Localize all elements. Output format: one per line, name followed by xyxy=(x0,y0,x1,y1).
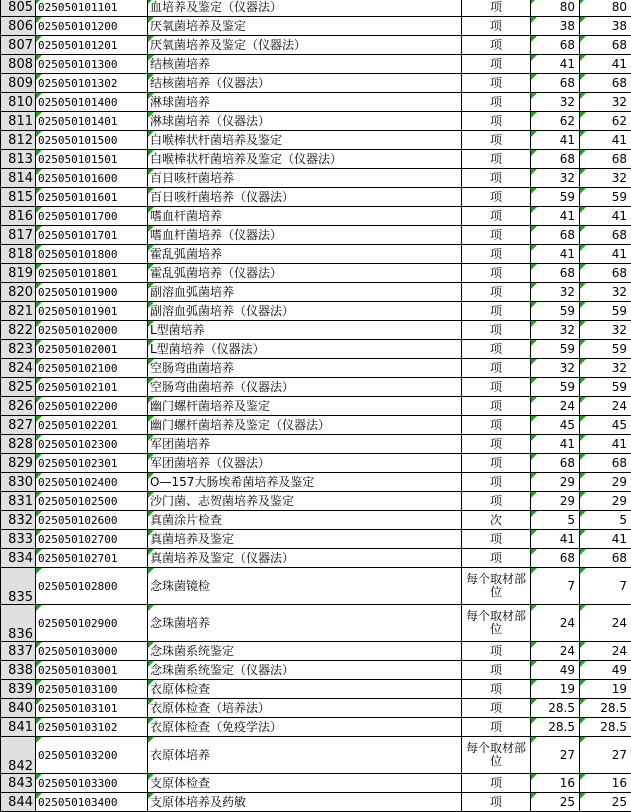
price-2[interactable]: 59 xyxy=(580,378,631,397)
table-row xyxy=(1,793,631,812)
row-number[interactable]: 830 xyxy=(1,473,36,492)
row-number[interactable]: 814 xyxy=(1,169,36,188)
table-row xyxy=(1,530,631,549)
table-row xyxy=(1,340,631,359)
price-1[interactable]: 62 xyxy=(531,112,580,131)
item-code[interactable]: 025050101300 xyxy=(36,55,148,74)
item-name[interactable]: 衣原体检查（培养法） xyxy=(148,699,462,718)
item-unit[interactable]: 项 xyxy=(462,549,531,568)
price-1[interactable]: 41 xyxy=(531,530,580,549)
item-name[interactable]: 念珠菌系统鉴定 xyxy=(148,642,462,661)
item-unit[interactable]: 项 xyxy=(462,321,531,340)
item-name[interactable]: 副溶血弧菌培养 xyxy=(148,283,462,302)
table-row xyxy=(1,74,631,93)
row-number[interactable]: 807 xyxy=(1,36,36,55)
item-code[interactable]: 025050103300 xyxy=(36,774,148,793)
item-name[interactable]: 百日咳杆菌培养（仪器法） xyxy=(148,188,462,207)
item-code[interactable]: 025050102301 xyxy=(36,454,148,473)
price-2[interactable]: 25 xyxy=(580,793,631,812)
item-code[interactable]: 025050101601 xyxy=(36,188,148,207)
row-number[interactable]: 809 xyxy=(1,74,36,93)
item-code[interactable]: 025050101200 xyxy=(36,17,148,36)
price-1[interactable]: 24 xyxy=(531,605,580,642)
item-code[interactable]: 025050102800 xyxy=(36,568,148,605)
row-number[interactable]: 806 xyxy=(1,17,36,36)
item-code[interactable]: 025050102600 xyxy=(36,511,148,530)
item-unit[interactable]: 项 xyxy=(462,0,531,17)
item-unit[interactable]: 项 xyxy=(462,55,531,74)
item-unit[interactable]: 项 xyxy=(462,378,531,397)
price-1[interactable]: 32 xyxy=(531,169,580,188)
price-2[interactable]: 41 xyxy=(580,530,631,549)
item-name[interactable]: 百日咳杆菌培养 xyxy=(148,169,462,188)
item-code[interactable]: 025050102400 xyxy=(36,473,148,492)
row-number[interactable]: 839 xyxy=(1,680,36,699)
table-row xyxy=(1,454,631,473)
price-2[interactable]: 49 xyxy=(580,661,631,680)
table-row xyxy=(1,511,631,530)
price-2[interactable]: 41 xyxy=(580,131,631,150)
table-row xyxy=(1,17,631,36)
row-number[interactable]: 820 xyxy=(1,283,36,302)
price-1[interactable]: 32 xyxy=(531,321,580,340)
item-name[interactable]: 霍乱弧菌培养（仪器法） xyxy=(148,264,462,283)
item-unit[interactable]: 项 xyxy=(462,245,531,264)
item-code[interactable]: 025050103000 xyxy=(36,642,148,661)
row-number[interactable]: 835 xyxy=(1,568,36,605)
item-code[interactable]: 025050103200 xyxy=(36,737,148,774)
item-unit[interactable]: 每个取材部位 xyxy=(462,568,531,605)
item-name[interactable]: 厌氧菌培养及鉴定 xyxy=(148,17,462,36)
item-code[interactable]: 025050101700 xyxy=(36,207,148,226)
price-2[interactable]: 68 xyxy=(580,454,631,473)
item-code[interactable]: 025050103100 xyxy=(36,680,148,699)
item-unit[interactable]: 项 xyxy=(462,530,531,549)
price-2[interactable]: 38 xyxy=(580,17,631,36)
table-row xyxy=(1,207,631,226)
item-code[interactable]: 025050102101 xyxy=(36,378,148,397)
price-1[interactable]: 32 xyxy=(531,93,580,112)
item-unit[interactable]: 项 xyxy=(462,226,531,245)
price-2[interactable]: 41 xyxy=(580,207,631,226)
row-number[interactable]: 844 xyxy=(1,793,36,812)
price-1[interactable]: 49 xyxy=(531,661,580,680)
price-1[interactable]: 27 xyxy=(531,737,580,774)
price-1[interactable]: 19 xyxy=(531,680,580,699)
table-row xyxy=(1,131,631,150)
price-2[interactable]: 29 xyxy=(580,492,631,511)
price-1[interactable]: 25 xyxy=(531,793,580,812)
item-unit[interactable]: 项 xyxy=(462,793,531,812)
table-row xyxy=(1,416,631,435)
row-number[interactable]: 815 xyxy=(1,188,36,207)
item-unit[interactable]: 项 xyxy=(462,150,531,169)
table-row xyxy=(1,264,631,283)
price-1[interactable]: 41 xyxy=(531,245,580,264)
item-unit[interactable]: 每个取材部位 xyxy=(462,605,531,642)
row-number[interactable]: 832 xyxy=(1,511,36,530)
table-row xyxy=(1,605,631,642)
table-row xyxy=(1,55,631,74)
table-row xyxy=(1,93,631,112)
row-number[interactable]: 822 xyxy=(1,321,36,340)
item-code[interactable]: 025050101101 xyxy=(36,0,148,17)
item-name[interactable]: 幽门螺杆菌培养及鉴定（仪器法） xyxy=(148,416,462,435)
price-1[interactable]: 29 xyxy=(531,492,580,511)
item-name[interactable]: 嗜血杆菌培养（仪器法） xyxy=(148,226,462,245)
row-number[interactable]: 811 xyxy=(1,112,36,131)
item-unit[interactable]: 项 xyxy=(462,661,531,680)
price-1[interactable]: 24 xyxy=(531,642,580,661)
item-code[interactable]: 025050101701 xyxy=(36,226,148,245)
row-number[interactable]: 810 xyxy=(1,93,36,112)
item-name[interactable]: 淋球菌培养 xyxy=(148,93,462,112)
item-unit[interactable]: 项 xyxy=(462,397,531,416)
row-number[interactable]: 821 xyxy=(1,302,36,321)
item-code[interactable]: 025050102001 xyxy=(36,340,148,359)
price-2[interactable]: 59 xyxy=(580,340,631,359)
item-name[interactable]: L型菌培养 xyxy=(148,321,462,340)
table-row xyxy=(1,718,631,737)
price-1[interactable]: 68 xyxy=(531,264,580,283)
price-2[interactable]: 80 xyxy=(580,0,631,17)
row-number[interactable]: 817 xyxy=(1,226,36,245)
row-number[interactable]: 842 xyxy=(1,737,36,774)
price-2[interactable]: 59 xyxy=(580,302,631,321)
item-name[interactable]: 衣原体检查 xyxy=(148,680,462,699)
row-number[interactable]: 824 xyxy=(1,359,36,378)
price-2[interactable]: 45 xyxy=(580,416,631,435)
row-number[interactable]: 805 xyxy=(1,0,36,17)
row-number[interactable]: 816 xyxy=(1,207,36,226)
price-1[interactable]: 59 xyxy=(531,188,580,207)
price-2[interactable]: 68 xyxy=(580,226,631,245)
price-2[interactable]: 68 xyxy=(580,36,631,55)
table-row xyxy=(1,492,631,511)
row-number[interactable]: 825 xyxy=(1,378,36,397)
price-1[interactable]: 41 xyxy=(531,55,580,74)
price-1[interactable]: 68 xyxy=(531,226,580,245)
price-2[interactable]: 24 xyxy=(580,397,631,416)
item-code[interactable]: 025050101600 xyxy=(36,169,148,188)
table-row xyxy=(1,36,631,55)
item-code[interactable]: 025050101901 xyxy=(36,302,148,321)
row-number[interactable]: 812 xyxy=(1,131,36,150)
item-name[interactable]: O—157大肠埃希菌培养及鉴定 xyxy=(148,473,462,492)
table-row xyxy=(1,680,631,699)
table-row xyxy=(1,568,631,605)
item-name[interactable]: 副溶血弧菌培养（仪器法） xyxy=(148,302,462,321)
item-name[interactable]: 霍乱弧菌培养 xyxy=(148,245,462,264)
price-2[interactable]: 19 xyxy=(580,680,631,699)
item-code[interactable]: 025050101501 xyxy=(36,150,148,169)
table-row xyxy=(1,378,631,397)
price-1[interactable]: 80 xyxy=(531,0,580,17)
price-1[interactable]: 29 xyxy=(531,473,580,492)
item-name[interactable]: 沙门菌、志贺菌培养及鉴定 xyxy=(148,492,462,511)
item-code[interactable]: 025050101401 xyxy=(36,112,148,131)
price-1[interactable]: 5 xyxy=(531,511,580,530)
item-name[interactable]: 结核菌培养 xyxy=(148,55,462,74)
item-code[interactable]: 025050102200 xyxy=(36,397,148,416)
item-code[interactable]: 025050102500 xyxy=(36,492,148,511)
item-name[interactable]: 空肠弯曲菌培养 xyxy=(148,359,462,378)
row-number[interactable]: 841 xyxy=(1,718,36,737)
row-number[interactable]: 826 xyxy=(1,397,36,416)
item-name[interactable]: 嗜血杆菌培养 xyxy=(148,207,462,226)
item-unit[interactable]: 项 xyxy=(462,207,531,226)
row-number[interactable]: 819 xyxy=(1,264,36,283)
row-number[interactable]: 827 xyxy=(1,416,36,435)
table-row xyxy=(1,302,631,321)
item-unit[interactable]: 项 xyxy=(462,359,531,378)
price-1[interactable]: 32 xyxy=(531,283,580,302)
table-row xyxy=(1,397,631,416)
price-1[interactable]: 32 xyxy=(531,359,580,378)
table-row xyxy=(1,642,631,661)
item-unit[interactable]: 项 xyxy=(462,74,531,93)
table-row xyxy=(1,245,631,264)
table-row xyxy=(1,435,631,454)
item-unit[interactable]: 每个取材部位 xyxy=(462,737,531,774)
item-name[interactable]: 真菌培养及鉴定（仪器法） xyxy=(148,549,462,568)
item-name[interactable]: 白喉棒状杆菌培养及鉴定（仪器法） xyxy=(148,150,462,169)
table-row xyxy=(1,150,631,169)
table-row xyxy=(1,774,631,793)
item-name[interactable]: 真菌涂片检查 xyxy=(148,511,462,530)
price-2[interactable]: 7 xyxy=(580,568,631,605)
item-code[interactable]: 025050102701 xyxy=(36,549,148,568)
table-row xyxy=(1,226,631,245)
item-unit[interactable]: 项 xyxy=(462,699,531,718)
item-code[interactable]: 025050102000 xyxy=(36,321,148,340)
price-2[interactable]: 68 xyxy=(580,549,631,568)
price-2[interactable]: 32 xyxy=(580,359,631,378)
price-2[interactable]: 41 xyxy=(580,435,631,454)
item-code[interactable]: 025050102300 xyxy=(36,435,148,454)
price-1[interactable]: 24 xyxy=(531,397,580,416)
row-number[interactable]: 823 xyxy=(1,340,36,359)
table-row xyxy=(1,188,631,207)
item-code[interactable]: 025050101801 xyxy=(36,264,148,283)
price-1[interactable]: 41 xyxy=(531,131,580,150)
price-2[interactable]: 28.5 xyxy=(580,699,631,718)
table-body xyxy=(1,0,631,812)
row-number[interactable]: 837 xyxy=(1,642,36,661)
price-2[interactable]: 5 xyxy=(580,511,631,530)
price-1[interactable]: 68 xyxy=(531,36,580,55)
item-name[interactable]: 支原体培养及药敏 xyxy=(148,793,462,812)
item-name[interactable]: 白喉棒状杆菌培养及鉴定 xyxy=(148,131,462,150)
item-name[interactable]: 念珠菌系统鉴定（仪器法） xyxy=(148,661,462,680)
row-number[interactable]: 834 xyxy=(1,549,36,568)
price-2[interactable]: 68 xyxy=(580,264,631,283)
row-number[interactable]: 833 xyxy=(1,530,36,549)
price-1[interactable]: 38 xyxy=(531,17,580,36)
item-unit[interactable]: 项 xyxy=(462,774,531,793)
price-2[interactable]: 28.5 xyxy=(580,718,631,737)
table-row xyxy=(1,283,631,302)
row-number[interactable]: 836 xyxy=(1,605,36,642)
item-name[interactable]: 衣原体培养 xyxy=(148,737,462,774)
item-unit[interactable]: 项 xyxy=(462,36,531,55)
item-code[interactable]: 025050101400 xyxy=(36,93,148,112)
item-code[interactable]: 025050102201 xyxy=(36,416,148,435)
item-unit[interactable]: 项 xyxy=(462,188,531,207)
item-code[interactable]: 025050103101 xyxy=(36,699,148,718)
price-2[interactable]: 32 xyxy=(580,283,631,302)
item-name[interactable]: 空肠弯曲菌培养（仪器法） xyxy=(148,378,462,397)
item-code[interactable]: 025050103400 xyxy=(36,793,148,812)
row-number[interactable]: 838 xyxy=(1,661,36,680)
item-name[interactable]: 淋球菌培养（仪器法） xyxy=(148,112,462,131)
row-number[interactable]: 840 xyxy=(1,699,36,718)
item-code[interactable]: 025050101201 xyxy=(36,36,148,55)
item-unit[interactable]: 项 xyxy=(462,283,531,302)
item-name[interactable]: 军团菌培养（仪器法） xyxy=(148,454,462,473)
price-1[interactable]: 59 xyxy=(531,378,580,397)
table-row xyxy=(1,359,631,378)
price-2[interactable]: 29 xyxy=(580,473,631,492)
row-number[interactable]: 818 xyxy=(1,245,36,264)
item-unit[interactable]: 项 xyxy=(462,17,531,36)
item-unit[interactable]: 项 xyxy=(462,492,531,511)
row-number[interactable]: 813 xyxy=(1,150,36,169)
item-name[interactable]: 结核菌培养（仪器法） xyxy=(148,74,462,93)
price-1[interactable]: 41 xyxy=(531,435,580,454)
item-code[interactable]: 025050103001 xyxy=(36,661,148,680)
price-1[interactable]: 41 xyxy=(531,207,580,226)
table-row xyxy=(1,169,631,188)
item-unit[interactable]: 项 xyxy=(462,93,531,112)
table-row xyxy=(1,661,631,680)
price-1[interactable]: 59 xyxy=(531,340,580,359)
price-2[interactable]: 41 xyxy=(580,55,631,74)
price-2[interactable]: 16 xyxy=(580,774,631,793)
item-name[interactable]: 真菌培养及鉴定 xyxy=(148,530,462,549)
item-unit[interactable]: 次 xyxy=(462,511,531,530)
item-unit[interactable]: 项 xyxy=(462,416,531,435)
item-unit[interactable]: 项 xyxy=(462,454,531,473)
price-2[interactable]: 62 xyxy=(580,112,631,131)
item-unit[interactable]: 项 xyxy=(462,642,531,661)
item-name[interactable]: 血培养及鉴定（仪器法） xyxy=(148,0,462,17)
item-code[interactable]: 025050103102 xyxy=(36,718,148,737)
price-1[interactable]: 7 xyxy=(531,568,580,605)
item-code[interactable]: 025050102100 xyxy=(36,359,148,378)
price-2[interactable]: 24 xyxy=(580,642,631,661)
price-2[interactable]: 24 xyxy=(580,605,631,642)
price-1[interactable]: 16 xyxy=(531,774,580,793)
item-name[interactable]: L型菌培养（仪器法） xyxy=(148,340,462,359)
item-code[interactable]: 025050102900 xyxy=(36,605,148,642)
price-2[interactable]: 32 xyxy=(580,169,631,188)
price-1[interactable]: 68 xyxy=(531,74,580,93)
price-2[interactable]: 59 xyxy=(580,188,631,207)
price-1[interactable]: 68 xyxy=(531,549,580,568)
table-row xyxy=(1,112,631,131)
price-2[interactable]: 68 xyxy=(580,74,631,93)
item-unit[interactable]: 项 xyxy=(462,340,531,359)
item-code[interactable]: 025050102700 xyxy=(36,530,148,549)
table-row xyxy=(1,0,631,17)
table-row xyxy=(1,321,631,340)
row-number[interactable]: 808 xyxy=(1,55,36,74)
price-1[interactable]: 45 xyxy=(531,416,580,435)
price-2[interactable]: 27 xyxy=(580,737,631,774)
item-unit[interactable]: 项 xyxy=(462,473,531,492)
table-row xyxy=(1,699,631,718)
row-number[interactable]: 829 xyxy=(1,454,36,473)
item-code[interactable]: 025050101800 xyxy=(36,245,148,264)
price-1[interactable]: 28.5 xyxy=(531,699,580,718)
price-1[interactable]: 68 xyxy=(531,150,580,169)
price-1[interactable]: 59 xyxy=(531,302,580,321)
row-number[interactable]: 828 xyxy=(1,435,36,454)
price-1[interactable]: 28.5 xyxy=(531,718,580,737)
item-code[interactable]: 025050101900 xyxy=(36,283,148,302)
table-row xyxy=(1,737,631,774)
item-name[interactable]: 幽门螺杆菌培养及鉴定 xyxy=(148,397,462,416)
table-row xyxy=(1,549,631,568)
item-unit[interactable]: 项 xyxy=(462,302,531,321)
row-number[interactable]: 831 xyxy=(1,492,36,511)
item-unit[interactable]: 项 xyxy=(462,680,531,699)
item-code[interactable]: 025050101302 xyxy=(36,74,148,93)
item-code[interactable]: 025050101500 xyxy=(36,131,148,150)
row-number[interactable]: 843 xyxy=(1,774,36,793)
price-2[interactable]: 41 xyxy=(580,245,631,264)
price-1[interactable]: 68 xyxy=(531,454,580,473)
item-unit[interactable]: 项 xyxy=(462,718,531,737)
price-2[interactable]: 68 xyxy=(580,150,631,169)
item-name[interactable]: 厌氧菌培养及鉴定（仪器法） xyxy=(148,36,462,55)
item-name[interactable]: 念珠菌培养 xyxy=(148,605,462,642)
item-unit[interactable]: 项 xyxy=(462,112,531,131)
item-name[interactable]: 衣原体检查（免疫学法） xyxy=(148,718,462,737)
table-row xyxy=(1,473,631,492)
item-unit[interactable]: 项 xyxy=(462,435,531,454)
item-name[interactable]: 支原体检查 xyxy=(148,774,462,793)
item-unit[interactable]: 项 xyxy=(462,264,531,283)
price-2[interactable]: 32 xyxy=(580,93,631,112)
item-unit[interactable]: 项 xyxy=(462,131,531,150)
item-unit[interactable]: 项 xyxy=(462,169,531,188)
item-name[interactable]: 军团菌培养 xyxy=(148,435,462,454)
item-name[interactable]: 念珠菌镜检 xyxy=(148,568,462,605)
price-2[interactable]: 32 xyxy=(580,321,631,340)
